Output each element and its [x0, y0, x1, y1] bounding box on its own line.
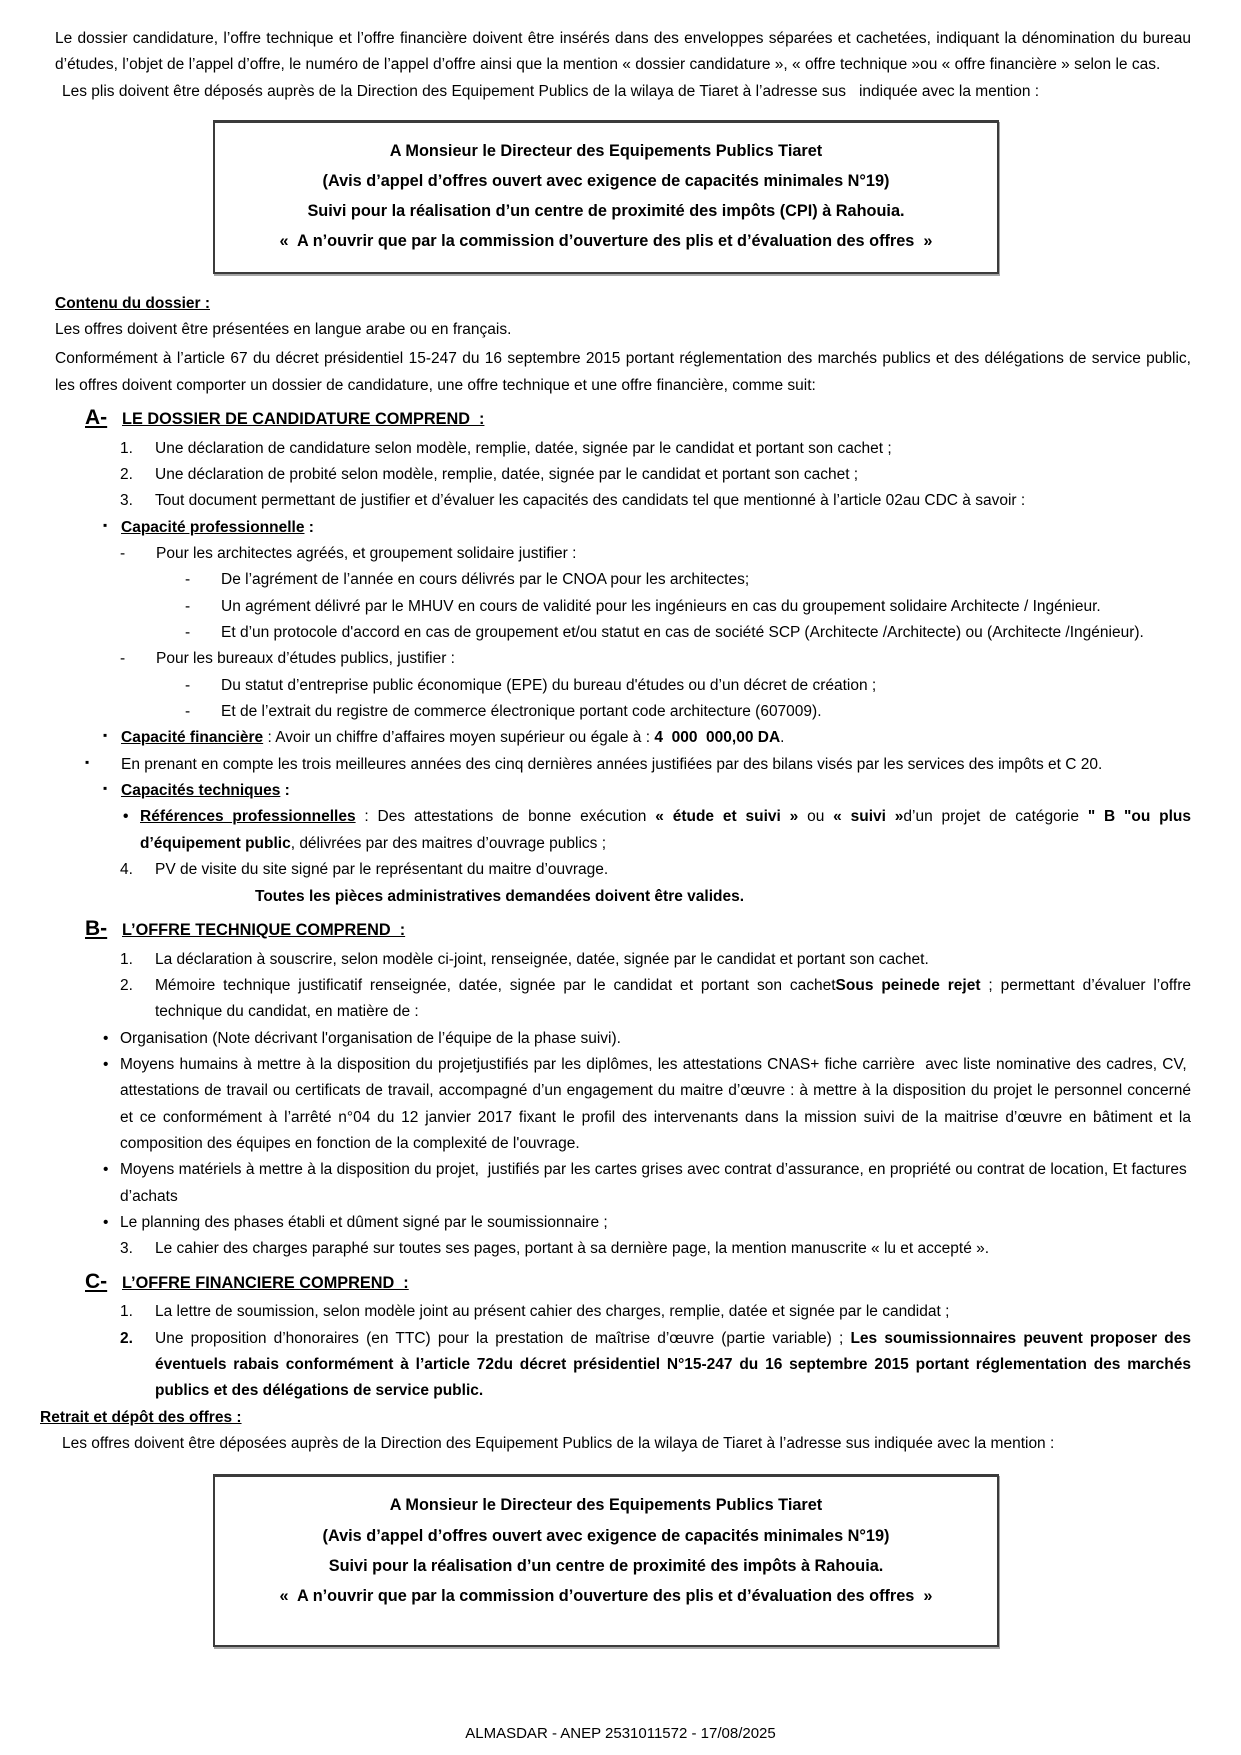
square-bullet-icon: ▪ [103, 781, 108, 796]
notice2-line-3: Suivi pour la réalisation d’un centre de proximité des impôts à Rahouia. [328, 1556, 884, 1575]
capacite-professionnelle-label: Capacité professionnelle [121, 518, 305, 536]
section-c-heading [85, 1270, 1191, 1298]
references-professionnelles-label: Références professionnelles [140, 808, 356, 826]
moyens-humains-bullet [103, 1052, 1191, 1157]
contenu-paragraph-2: Conformément à l’article 67 du décret présidentiel 15-247 du 16 septembre 2015 portant réglementation des marchés publics et des délégations de service public, les offres doivent comporter un dossier de candidature, une offre technique et une offre financière, comme suit: [55, 350, 1191, 394]
c-item-2 [120, 1326, 1191, 1405]
a-item-2 [120, 462, 1191, 488]
number-marker: 1. [120, 950, 133, 968]
a-item-1-text: Une déclaration de candidature selon modèle, remplie, datée, signée par le candidat et portant son cachet ; [155, 439, 892, 457]
a-item-4-text: PV de visite du site signé par le représentant du maitre d’ouvrage. [155, 861, 609, 879]
bilans-item-text: En prenant en compte les trois meilleures années des cinq dernières années justifiées par des bilans visés par les services des impôts et C 20. [121, 755, 1103, 773]
square-bullet-icon: ▪ [103, 728, 108, 743]
capacite-financiere-item [103, 725, 1191, 751]
colon: : [304, 518, 314, 536]
dot-bullet-icon: • [103, 1214, 109, 1231]
section-b-title: L’OFFRE TECHNIQUE COMPREND : [122, 920, 406, 939]
notice-box-1 [213, 120, 999, 274]
references-text-2: ou [798, 808, 834, 826]
sous-peine-de-rejet-bold: Sous peinede rejet [835, 976, 981, 994]
notice1-line-1: A Monsieur le Directeur des Equipements Publics Tiaret [389, 142, 823, 161]
number-marker: 2. [120, 466, 133, 484]
suivi-bold: « suivi » [833, 808, 904, 826]
references-text-4: , délivrées par des maitres d’ouvrage publics ; [290, 834, 607, 852]
mhuv-subdash-text: Un agrément délivré par le MHUV en cours de validité pour les ingénieurs en cas du groupement solidaire Architecte / Ingénieur. [221, 597, 1101, 615]
number-marker: 2. [120, 976, 133, 994]
square-bullet-icon: ▪ [85, 754, 90, 769]
b-item-2-text-2: ; permettant d’évaluer l’offre technique du candidat, en matière de : [155, 976, 1191, 1021]
notice2-line-2: (Avis d’appel d’offres ouvert avec exigence de capacités minimales N°19) [322, 1526, 890, 1545]
contenu-paragraph-1: Les offres doivent être présentées en langue arabe ou en français. [55, 320, 512, 338]
dash-marker: - [185, 571, 191, 589]
registre-subdash-item [185, 699, 1191, 725]
dash-marker: - [120, 545, 126, 563]
architectes-dash-text: Pour les architectes agréés, et groupement solidaire justifier : [156, 545, 577, 563]
capacite-professionnelle-heading [103, 515, 1191, 541]
number-marker: 3. [120, 1240, 133, 1258]
retrait-paragraph: Les offres doivent être déposées auprès de la Direction des Equipement Publics de la wilaya de Tiaret à l’adresse sus indiquée avec la mention : [62, 1435, 1055, 1453]
c-item-1 [120, 1299, 1191, 1325]
notice1-line-4: « A n’ouvrir que par la commission d’ouverture des plis et d’évaluation des offres » [279, 232, 933, 251]
colon: : [280, 782, 290, 800]
section-a-letter-marker: A- [85, 405, 108, 429]
section-b-heading [85, 917, 1191, 945]
bureaux-dash-text: Pour les bureaux d’études publics, justifier : [156, 650, 455, 668]
cnoa-subdash-text: De l’agrément de l’année en cours délivrés par le CNOA pour les architectes; [221, 571, 750, 589]
period: . [780, 729, 785, 747]
b-item-1 [120, 947, 1191, 973]
intro-paragraph-1: Le dossier candidature, l’offre technique et l’offre financière doivent être insérés dans des enveloppes séparées et cachetées, indiquant la dénomination du bureau d’études, l’objet de l’appel d’offre, le numéro de l’appel d’offre ainsi que la mention « dossier candidature », « offre technique »ou « offre financière » selon le cas. [55, 30, 1191, 74]
bilans-item [85, 752, 1191, 778]
cnoa-subdash-item [185, 567, 1191, 593]
section-c-title: L’OFFRE FINANCIERE COMPREND : [122, 1273, 409, 1292]
planning-text: Le planning des phases établi et dûment signé par le soumissionnaire ; [120, 1214, 608, 1231]
b-item-1-text: La déclaration à souscrire, selon modèle ci-joint, renseignée, datée, signée par le candidat et portant son cachet. [155, 950, 929, 968]
epe-subdash-text: Du statut d’entreprise public économique (EPE) du bureau d'études ou d’un décret de création ; [221, 676, 877, 694]
number-marker: 3. [120, 492, 133, 510]
c-item-2-text-1: Une proposition d’honoraires (en TTC) pour la prestation de maîtrise d’œuvre (partie variable) ; [155, 1329, 851, 1347]
moyens-materiels-bullet [103, 1157, 1191, 1210]
epe-subdash-item [185, 673, 1191, 699]
dot-bullet-icon: • [123, 808, 129, 826]
number-marker: 4. [120, 861, 133, 879]
b-item-3 [120, 1236, 1191, 1262]
dash-marker: - [185, 624, 191, 642]
protocole-subdash-text: Et d’un protocole d'accord en cas de groupement et/ou statut en cas de société SCP (Architecte /Architecte) ou (Architecte /Ingénieur). [221, 624, 1144, 642]
registre-subdash-text: Et de l’extrait du registre de commerce électronique portant code architecture (607009). [221, 703, 822, 721]
number-marker: 1. [120, 439, 133, 457]
a-item-1 [120, 436, 1191, 462]
section-a-title: LE DOSSIER DE CANDIDATURE COMPREND : [122, 409, 485, 428]
dot-bullet-icon: • [103, 1029, 109, 1047]
references-text-1: : Des attestations de bonne exécution [355, 808, 656, 826]
number-marker: 1. [120, 1303, 133, 1321]
capacites-techniques-heading [103, 778, 1191, 804]
rabais-bold-text: Les soumissionnaires peuvent proposer des éventuels rabais conformément à l’article 72du décret présidentiel N°15-247 du 16 septembre 2015 portant réglementation des marchés publics et des délégations de service public. [155, 1329, 1191, 1400]
retrait-heading: Retrait et dépôt des offres : [40, 1408, 242, 1426]
section-a-heading [85, 406, 1191, 434]
section-c-letter-marker: C- [85, 1269, 108, 1293]
references-text-3: d’un projet de catégorie [903, 808, 1088, 826]
organisation-bullet [103, 1026, 1191, 1052]
intro-paragraph-2: Les plis doivent être déposés auprès de la Direction des Equipement Publics de la wilaya de Tiaret à l’adresse sus indiquée avec la mention : [62, 82, 1040, 100]
moyens-materiels-text: Moyens matériels à mettre à la disposition du projet, justifiés par les cartes grises avec contrat d’assurance, en propriété ou contrat de location, Et factures d’achats [120, 1161, 1191, 1205]
a-item-3-text: Tout document permettant de justifier et d’évaluer les capacités des candidats tel que mentionné à l’article 02au CDC à savoir : [155, 492, 1026, 510]
dot-bullet-icon: • [103, 1055, 109, 1073]
moyens-humains-text: Moyens humains à mettre à la disposition du projetjustifiés par les diplômes, les attestations CNAS+ fiche carrière avec liste nominative des cadres, CV, attestations de travail ou certificats de travail, accompagné d’un engagement du maitre d’œuvre : à mettre à la disposition du projet le personnel concerné et ce conformément à l’arrêté n°04 du 12 janvier 2017 fixant le profil des intervenants dans la mission suivi de la maitrise d’œuvre en bâtiment et la composition des équipes en fonction de la complexité de l'ouvrage. [120, 1055, 1191, 1152]
dash-marker: - [185, 703, 191, 721]
categorie-b-bold: " B "ou plus d’équipement public [140, 808, 1191, 852]
number-marker: 2. [120, 1329, 133, 1347]
capacites-techniques-label: Capacités techniques [121, 782, 281, 800]
b-item-3-text: Le cahier des charges paraphé sur toutes ses pages, portant à sa dernière page, la mention manuscrite « lu et accepté ». [155, 1240, 990, 1258]
mhuv-subdash-item [185, 594, 1191, 620]
dash-marker: - [185, 676, 191, 694]
square-bullet-icon: ▪ [103, 517, 108, 532]
notice1-line-3: Suivi pour la réalisation d’un centre de proximité des impôts (CPI) à Rahouia. [307, 202, 905, 221]
capacite-financiere-label: Capacité financière [121, 729, 264, 747]
a-item-3 [120, 488, 1191, 514]
capacite-financiere-text: : Avoir un chiffre d’affaires moyen supérieur ou égale à : [263, 729, 655, 747]
notice2-line-1: A Monsieur le Directeur des Equipements Publics Tiaret [389, 1496, 823, 1515]
capacite-financiere-amount: 4 000 000,00 DA [654, 729, 781, 747]
footer-text: ALMASDAR - ANEP 2531011572 - 17/08/2025 [465, 1725, 776, 1742]
organisation-text: Organisation (Note décrivant l'organisation de l’équipe de la phase suivi). [120, 1029, 621, 1047]
notice1-line-2: (Avis d’appel d’offres ouvert avec exigence de capacités minimales N°19) [322, 172, 890, 191]
dot-bullet-icon: • [103, 1161, 109, 1179]
b-item-2-text-1: Mémoire technique justificatif renseignée, datée, signée par le candidat et portant son cachet [155, 976, 836, 994]
notice2-line-4: « A n’ouvrir que par la commission d’ouverture des plis et d’évaluation des offres » [279, 1586, 933, 1605]
a-item-4 [120, 857, 1191, 883]
contenu-heading: Contenu du dossier : [55, 294, 210, 312]
a-item-2-text: Une déclaration de probité selon modèle, remplie, datée, signée par le candidat et portant son cachet ; [155, 466, 859, 484]
protocole-subdash-item [185, 620, 1191, 646]
notice-box-2 [213, 1474, 999, 1647]
b-item-2 [120, 973, 1191, 1026]
planning-bullet [103, 1210, 1191, 1236]
architectes-dash-item [120, 541, 1191, 567]
pieces-valides-note: Toutes les pièces administratives demandées doivent être valides. [255, 887, 745, 905]
c-item-1-text: La lettre de soumission, selon modèle joint au présent cahier des charges, remplie, datée et signée par le candidat ; [155, 1303, 950, 1321]
section-b-letter-marker: B- [85, 916, 108, 940]
bureaux-dash-item [120, 646, 1191, 672]
dash-marker: - [185, 597, 191, 615]
references-professionnelles-item [123, 804, 1191, 857]
etude-et-suivi-bold: « étude et suivi » [655, 808, 799, 826]
dash-marker: - [120, 650, 126, 668]
